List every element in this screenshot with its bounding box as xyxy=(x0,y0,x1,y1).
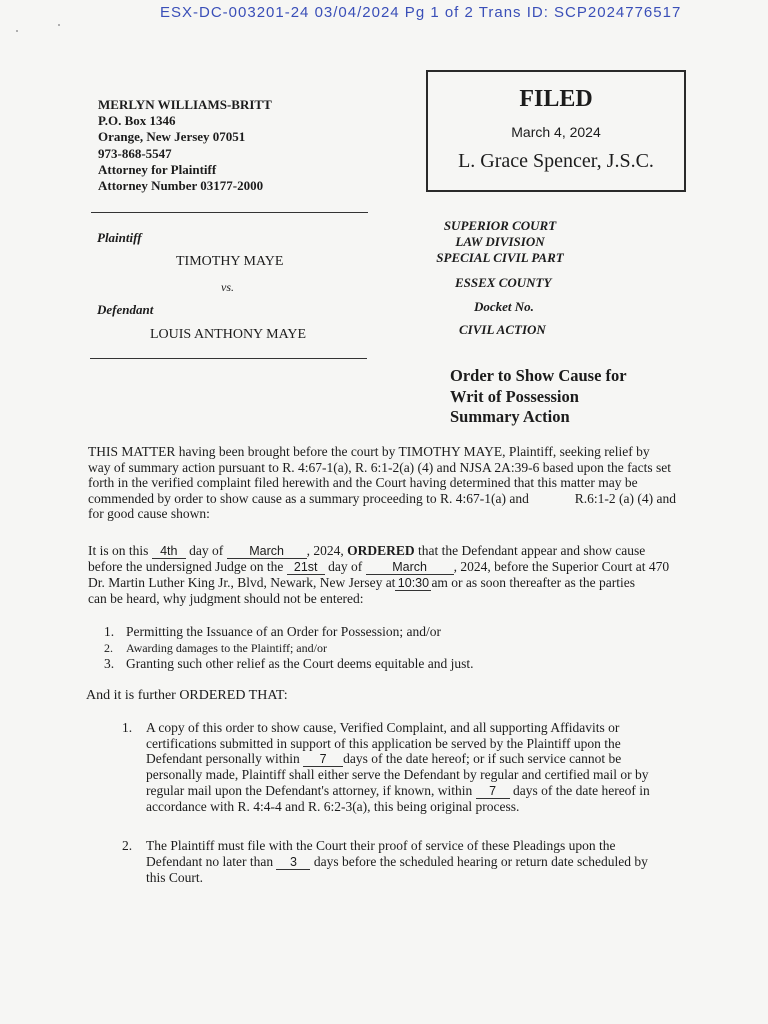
order-day-blank: 4th xyxy=(152,545,186,559)
further-ordered-heading: And it is further ORDERED THAT: xyxy=(86,688,288,703)
court-line-1: SUPERIOR COURT xyxy=(443,218,557,233)
service-days-blank: 7 xyxy=(303,753,343,767)
ordered-bold: ORDERED xyxy=(347,543,415,558)
civil-action-label: CIVIL ACTION xyxy=(459,322,546,337)
ordered-line xyxy=(88,559,676,575)
further-item-text: days of the date hereof; or if such service cannot be xyxy=(343,751,622,766)
relief-item xyxy=(104,624,604,640)
ordered-text: that the Defendant appear and show cause xyxy=(418,543,646,558)
relief-item xyxy=(104,640,604,656)
further-item-1 xyxy=(122,720,672,814)
ordered-text: , 2024, xyxy=(306,543,344,558)
filed-stamp-judge: L. Grace Spencer, J.S.C. xyxy=(458,150,654,172)
further-item-text: regular mail upon the Defendant's attorney, if known, within xyxy=(146,782,473,798)
ordered-text: day of xyxy=(189,543,224,558)
further-item-number: 1. xyxy=(122,720,133,735)
hearing-time-blank: 10:30 xyxy=(395,577,431,591)
ordered-line xyxy=(88,575,676,591)
proof-days-blank: 3 xyxy=(276,856,310,870)
further-item-text: Defendant no later than xyxy=(146,853,274,869)
court-designation xyxy=(430,218,570,266)
intro-line: way of summary action pursuant to R. 4:67-1(a), R. 6:1-2(a) (4) and NJSA 2A:39-6 based upon the facts set xyxy=(88,459,672,475)
attorney-phone: 973-868-5547 xyxy=(98,145,172,161)
caption-bottom-rule xyxy=(90,358,367,359)
further-item-line xyxy=(146,783,672,799)
filed-stamp-date: March 4, 2024 xyxy=(511,124,601,140)
relief-item-text: Permitting the Issuance of an Order for Possession; and/or xyxy=(126,624,441,639)
relief-item-text: Awarding damages to the Plaintiff; and/or xyxy=(126,641,327,655)
mail-days-blank: 7 xyxy=(476,785,510,799)
intro-line: for good cause shown: xyxy=(88,506,210,521)
intro-line-part: R.6:1-2 (a) (4) and xyxy=(574,490,676,506)
further-item-line xyxy=(146,854,672,870)
ordered-line: can be heard, why judgment should not be entered: xyxy=(88,591,364,606)
versus-label: vs. xyxy=(221,280,234,294)
attorney-block xyxy=(98,97,272,194)
ordered-text: It is on this xyxy=(88,543,149,558)
intro-line: THIS MATTER having been brought before the court by TIMOTHY MAYE, Plaintiff, seeking relief by xyxy=(88,444,650,459)
docket-number-label: Docket No. xyxy=(474,299,534,314)
plaintiff-name: TIMOTHY MAYE xyxy=(176,254,284,269)
ordered-text: am or as soon thereafter as the parties xyxy=(431,575,635,590)
caption-top-rule xyxy=(91,212,368,213)
ordered-text: , 2024, before the Superior Court at 470 xyxy=(453,559,670,574)
court-line-2: LAW DIVISION xyxy=(455,234,545,249)
attorney-city: Orange, New Jersey 07051 xyxy=(98,129,246,145)
order-title-line-3: Summary Action xyxy=(450,407,570,426)
relief-item-number: 3. xyxy=(104,656,115,671)
further-item-line xyxy=(146,751,672,767)
hearing-month-blank: March xyxy=(366,561,454,575)
ordered-text: Dr. Martin Luther King Jr., Blvd, Newark, New Jersey at xyxy=(88,575,396,590)
ordered-paragraph xyxy=(88,543,676,607)
relief-item-text: Granting such other relief as the Court deems equitable and just. xyxy=(126,656,474,671)
order-title xyxy=(450,366,627,428)
hearing-day-blank: 21st xyxy=(287,561,325,575)
plaintiff-label: Plaintiff xyxy=(97,230,142,245)
relief-item xyxy=(104,656,604,672)
scan-speck xyxy=(16,30,18,32)
order-title-line-1: Order to Show Cause for xyxy=(450,366,627,385)
defendant-label: Defendant xyxy=(97,302,154,317)
efiling-header-stamp: ESX-DC-003201-24 03/04/2024 Pg 1 of 2 Trans ID: SCP2024776517 xyxy=(160,4,682,21)
further-item-2 xyxy=(122,838,672,885)
attorney-name: MERLYN WILLIAMS-BRITT xyxy=(98,97,272,112)
further-item-line: this Court. xyxy=(146,869,204,885)
intro-line: forth in the verified complaint filed herewith and the Court having determined that this matter may be xyxy=(88,475,638,490)
further-item-number: 2. xyxy=(122,838,133,853)
intro-line xyxy=(88,491,676,507)
filed-stamp-title: FILED xyxy=(519,86,593,112)
further-item-line: accordance with R. 4:4-4 and R. 6:2-3(a), this being original process. xyxy=(146,798,520,814)
attorney-role: Attorney for Plaintiff xyxy=(98,161,217,177)
attorney-box: P.O. Box 1346 xyxy=(98,113,176,129)
further-item-line: personally made, Plaintiff shall either serve the Defendant by regular and certified mail or by xyxy=(146,767,649,782)
attorney-number: Attorney Number 03177-2000 xyxy=(98,178,264,194)
further-item-text: days before the scheduled hearing or return date scheduled by xyxy=(313,853,648,869)
relief-item-number: 1. xyxy=(104,624,115,639)
order-month-blank: March xyxy=(227,545,307,559)
further-item-line: A copy of this order to show cause, Verified Complaint, and all supporting Affidavits or xyxy=(146,720,620,735)
court-county: ESSEX COUNTY xyxy=(455,275,552,290)
scan-speck xyxy=(58,24,60,26)
ordered-text: before the undersigned Judge on the xyxy=(88,559,284,574)
relief-list xyxy=(104,624,604,672)
intro-paragraph xyxy=(88,444,676,522)
ordered-line xyxy=(88,543,676,559)
filed-stamp-box xyxy=(426,70,686,192)
court-line-3: SPECIAL CIVIL PART xyxy=(436,250,564,265)
further-item-text: Defendant personally within xyxy=(146,751,300,766)
intro-line-part: commended by order to show cause as a summary proceeding to R. 4:67-1(a) and xyxy=(88,490,529,506)
further-item-text: days of the date hereof in xyxy=(512,782,650,798)
further-item-line: The Plaintiff must file with the Court their proof of service of these Pleadings upon the xyxy=(146,838,616,853)
order-title-line-2: Writ of Possession xyxy=(450,386,579,406)
further-item-line: certifications submitted in support of this application be served by the Plaintiff upon the xyxy=(146,735,621,751)
ordered-text: day of xyxy=(328,559,363,574)
defendant-name: LOUIS ANTHONY MAYE xyxy=(150,327,307,342)
relief-item-number: 2. xyxy=(104,641,113,655)
